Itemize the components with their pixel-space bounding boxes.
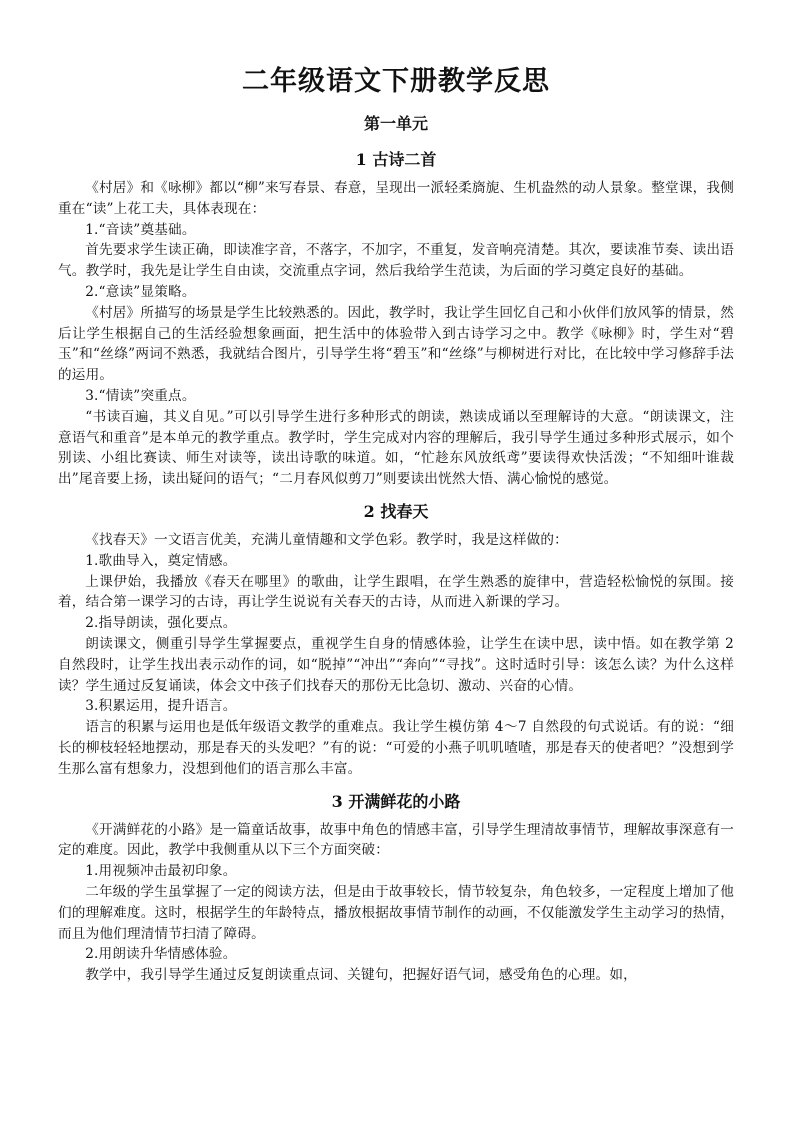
document-title: 二年级语文下册教学反思 <box>242 66 550 97</box>
paragraph: 语言的积累与运用也是低年级语文教学的重难点。我让学生模仿第 4～7 自然段的句式说话。有的说：“细长的柳枝轻轻地摆动，那是春天的头发吧？”有的说：“可爱的小燕子叽叽喳喳，那是春天的使者吧？”没想到学生那么富有想象力，没想到他们的语言那么丰富。 <box>58 719 734 777</box>
lesson-section <box>58 148 734 490</box>
step-heading: 1.用视频冲击最初印象。 <box>85 863 237 880</box>
lesson-heading: 3 开满鲜花的小路 <box>331 791 461 811</box>
lesson-heading: 2 找春天 <box>363 501 429 521</box>
step-heading: 2.用朗读升华情感体验。 <box>85 946 237 963</box>
paragraph: 《找春天》一文语言优美，充满儿童情趣和文学色彩。教学时，我是这样做的： <box>85 531 568 548</box>
paragraph: 上课伊始，我播放《春天在哪里》的歌曲，让学生跟唱，在学生熟悉的旋律中，营造轻松愉悦的氛围。接着，结合第一课学习的古诗，再让学生说说有关春天的古诗，从而进入新课的学习。 <box>58 573 734 611</box>
paragraph: 《村居》和《咏柳》都以“柳”来写春景、春意，呈现出一派轻柔旖旎、生机盎然的动人景象。整堂课，我侧重在“读”上花工夫，具体表现在： <box>58 180 734 217</box>
paragraph: 教学中，我引导学生通过反复朗读重点词、关键句，把握好语气词，感受角色的心理。如， <box>85 967 637 984</box>
paragraph: 首先要求学生读正确，即读准字音，不落字，不加字，不重复，发音响亮清楚。其次，要读准节奏、读出语气。教学时，我先是让学生自由读，交流重点字词，然后我给学生范读，为后面的学习奠定良好的基础。 <box>58 242 734 280</box>
unit-heading: 第一单元 <box>363 114 428 133</box>
step-heading: 2.指导朗读，强化要点。 <box>85 615 237 632</box>
document-page <box>58 62 734 986</box>
paragraph: 二年级的学生虽掌握了一定的阅读方法，但是由于故事较长，情节较复杂，角色较多，一定程度上增加了他们的理解难度。这时，根据学生的年龄特点，播放根据故事情节制作的动画，不仅能激发学生主动学习的热情，而且为他们理清情节扫清了障碍。 <box>58 883 734 942</box>
step-heading: 1.“音读”奠基础。 <box>85 221 196 238</box>
paragraph: 《开满鲜花的小路》是一篇童话故事，故事中角色的情感丰富，引导学生理清故事情节，理解故事深意有一定的难度。因此，教学中我侧重从以下三个方面突破： <box>58 821 734 859</box>
paragraph: “书读百遍，其义自见。”可以引导学生进行多种形式的朗读，熟读成诵以至理解诗的大意。“朗读课文，注意语气和重音”是本单元的教学重点。教学时，学生完成对内容的理解后，我引导学生通过多种形式展示，如个别读、小组比赛读、师生对读等，读出诗歌的味道。如，“忙趁东风放纸鸢”要读得欢快活泼；“不知细叶谁裁出”尾音要上扬，读出疑问的语气；“二月春风似剪刀”则要读出恍然大悟、满心愉悦的感觉。 <box>58 408 734 488</box>
step-heading: 1.歌曲导入，奠定情感。 <box>85 552 237 569</box>
paragraph: 朗读课文，侧重引导学生掌握要点，重视学生自身的情感体验，让学生在读中思，读中悟。如在教学第 2 自然段时，让学生找出表示动作的词，如“脱掉”“冲出”“奔向”“寻找”。这时适时引导：该怎么读？为什么这样读？学生通过反复诵读，体会文中孩子们找春天的那份无比急切、激动、兴奋的心情。 <box>58 635 734 694</box>
step-heading: 3.积累运用，提升语言。 <box>85 698 237 715</box>
lesson-section <box>58 790 734 986</box>
step-heading: 2.“意读”显策略。 <box>85 283 196 300</box>
lesson-heading: 1 古诗二首 <box>355 150 437 169</box>
lesson-section <box>58 500 734 780</box>
paragraph: 《村居》所描写的场景是学生比较熟悉的。因此，教学时，我让学生回忆自己和小伙伴们放风筝的情景，然后让学生根据自己的生活经验想象画面，把生活中的体验带入到古诗学习之中。教学《咏柳》时，学生对“碧玉”和“丝绦”两词不熟悉，我就结合图片，引导学生将“碧玉”和“丝绦”与柳树进行对比，在比较中学习修辞手法的运用。 <box>58 304 734 384</box>
step-heading: 3.“情读”突重点。 <box>85 387 196 404</box>
